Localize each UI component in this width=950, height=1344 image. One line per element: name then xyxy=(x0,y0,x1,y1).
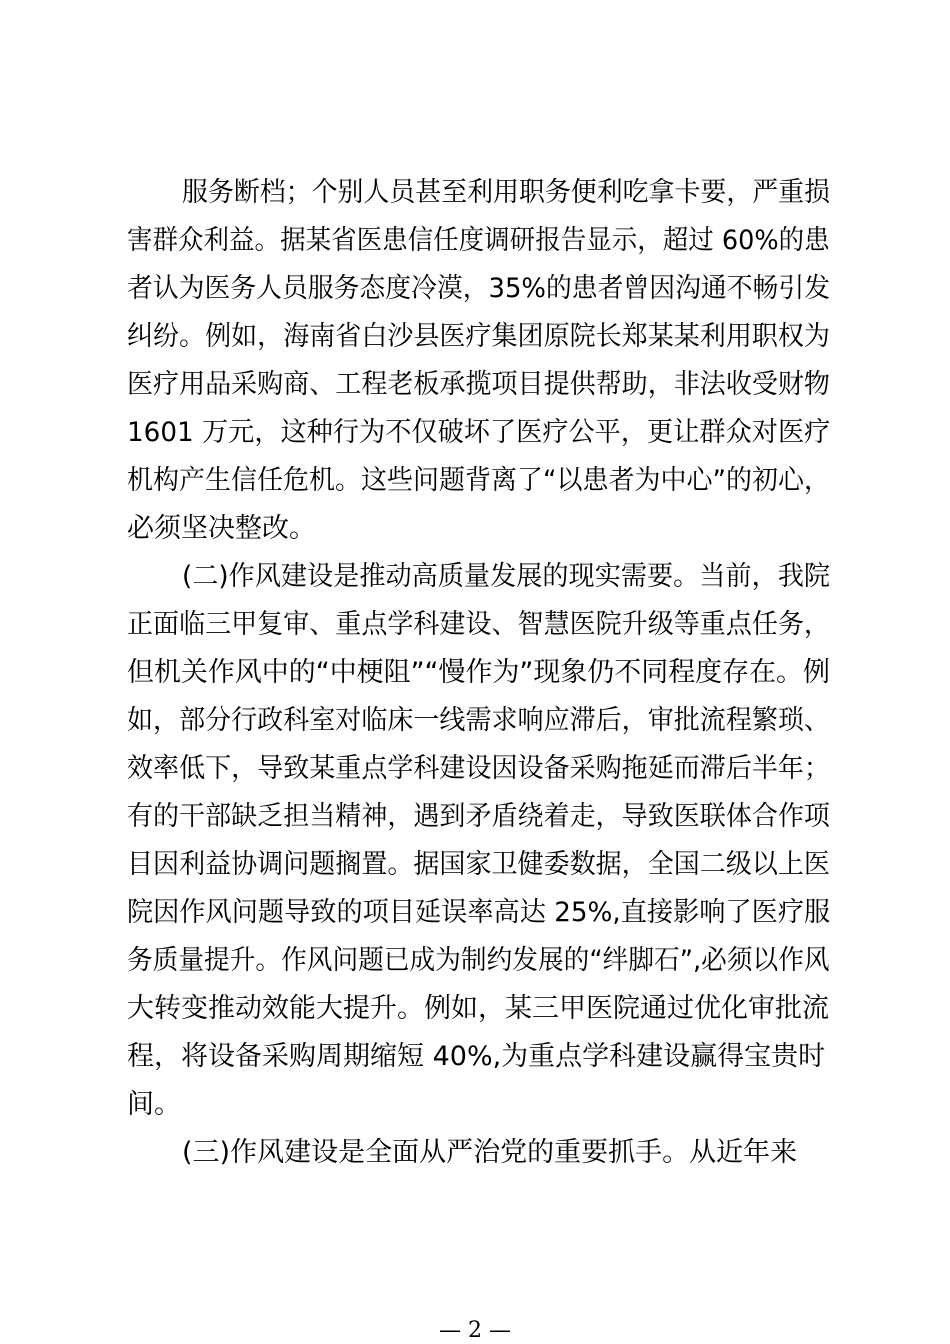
text-line-21: (三)作风建设是全面从严治党的重要抓手。从近年来 xyxy=(182,1137,798,1168)
text-line-14: 有的干部缺乏担当精神，遇到矛盾绕着走，导致医联体合作项 xyxy=(127,801,830,832)
text-line-16: 院因作风问题导致的项目延误率高达 25%,直接影响了医疗服 xyxy=(127,897,831,928)
text-line-6: 1601 万元，这种行为不仅破坏了医疗公平，更让群众对医疗 xyxy=(127,417,831,448)
page-number: — 2 — xyxy=(439,1318,511,1343)
text-line-18: 大转变推动效能大提升。例如，某三甲医院通过优化审批流 xyxy=(127,993,829,1024)
text-line-13: 效率低下，导致某重点学科建设因设备采购拖延而滞后半年； xyxy=(127,753,830,784)
text-line-2: 害群众利益。据某省医患信任度调研报告显示，超过 60%的患 xyxy=(127,225,830,256)
text-line-3: 者认为医务人员服务态度冷漠，35%的患者曾因沟通不畅引发 xyxy=(127,273,831,304)
text-line-9: (二)作风建设是推动高质量发展的现实需要。当前，我院 xyxy=(182,561,831,592)
text-line-10: 正面临三甲复审、重点学科建设、智慧医院升级等重点任务， xyxy=(127,609,830,640)
text-line-17: 务质量提升。作风问题已成为制约发展的“绊脚石”,必须以作风 xyxy=(127,945,830,976)
text-line-19: 程，将设备采购周期缩短 40%,为重点学科建设赢得宝贵时 xyxy=(127,1041,826,1072)
text-line-8: 必须坚决整改。 xyxy=(127,513,316,544)
text-line-12: 如，部分行政科室对临床一线需求响应滞后，审批流程繁琐、 xyxy=(127,705,830,736)
text-line-5: 医疗用品采购商、工程老板承揽项目提供帮助，非法收受财物 xyxy=(127,369,830,400)
text-line-1: 服务断档；个别人员甚至利用职务便利吃拿卡要，严重损 xyxy=(182,177,830,208)
text-line-4: 纠纷。例如，海南省白沙县医疗集团原院长郑某某利用职权为 xyxy=(127,321,830,352)
text-line-7: 机构产生信任危机。这些问题背离了“以患者为中心”的初心， xyxy=(127,465,830,496)
text-line-15: 目因利益协调问题搁置。据国家卫健委数据，全国二级以上医 xyxy=(127,849,830,880)
text-line-20: 间。 xyxy=(127,1089,181,1120)
text-line-11: 但机关作风中的“中梗阻”“慢作为”现象仍不同程度存在。例 xyxy=(127,657,830,688)
